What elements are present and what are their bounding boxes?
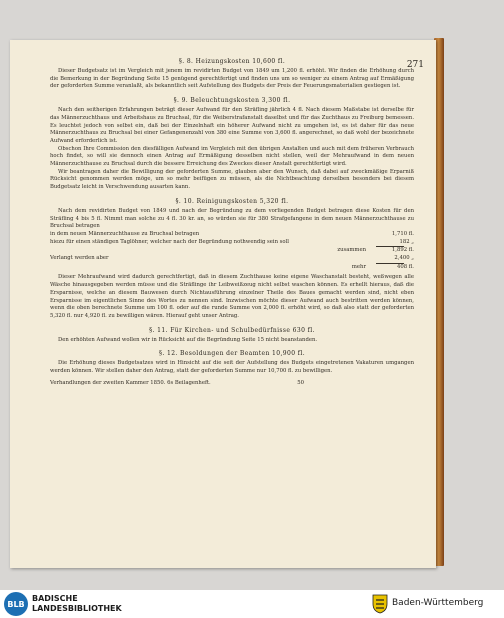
calc-diff-amount: 408 fl.: [396, 263, 414, 270]
calc-row: [50, 231, 414, 239]
paragraph: Dieser Budgetsatz ist im Vergleich mit jenem im revidirten Budget von 1849 um 1,200 fl. erhöht. Wir finden die Erhöhung durch die Bemerkung in der Begründung Seite 15 genügend gerechtfertigt und finden uns um so weniger zu einem Antrag auf Ermäßigung der geforderten Summe veranlaßt, als bekanntlich seit Aufstellung des Budgets der Preis der Feuerungsmaterialien gestiegen ist.: [50, 68, 414, 90]
footer-source: Verhandlungen der zweiten Kammer 1850. 6s Beilagenheft.: [50, 379, 211, 386]
calc-requested-label: Verlangt werden aber: [50, 255, 109, 262]
paragraph: Den erhöhten Aufwand wollen wir in Rücksicht auf die Begründung Seite 15 nicht beanstanden.: [58, 336, 318, 343]
document-page: [10, 40, 436, 568]
section-heading-11: §. 11. Für Kirchen- und Schulbedürfnisse 630 fl.: [149, 326, 315, 334]
section-heading-10: §. 10. Reinigungskosten 5,320 fl.: [175, 197, 289, 205]
section-heading-12: §. 12. Besoldungen der Beamten 10,900 fl.: [158, 350, 306, 358]
page-footer: [50, 380, 414, 386]
page-number: 271: [406, 60, 424, 70]
blb-name-line1: BADISCHE: [32, 594, 78, 603]
calc-diff-label: mehr: [351, 263, 366, 270]
branding-bar: [0, 590, 504, 618]
paragraph: Dieser Mehraufwand wird dadurch gerechtfertigt, daß in diesem Zuchthause keine eigene Waschanstalt besteht, weßwegen alle Wäsche hinausgegeben werden müsse und die Sträflinge ihr Leibweißzeug nicht selbst waschen können. Es erhellt hieraus, daß die Ersparnisse, welche an diesem Bauwesen durch Nichtausführung einzelner Theile des Baues gemacht werden sind, nicht eben Ersparnisse im eigentlichen Sinne des Wortes zu nennen sind. Inzwischen möchte dieser Aufwand auch bestritten werden können, wenn die oben berechnete Summe um 100 fl. oder auf die runde Summe von 2,000 fl. erhöht wird, so daß also statt der geforderten 5,320 fl. nur 4,920 fl. zu bewilligen wären. Hierauf geht unser Antrag.: [50, 274, 414, 319]
calc-row-amount: 1,710 fl.: [391, 230, 414, 237]
section-heading-8: §. 8. Heizungskosten 10,600 fl.: [178, 58, 286, 65]
calc-requested-amount: 2,400 „: [394, 255, 414, 262]
paragraph: Die Erhöhung dieses Budgetsatzes wird in Hinsicht auf die seit der Aufstellung des Budgets eingetretenen Vakaturen umgangen werden können. Wir stellen daher den Antrag, statt der geforderten Summe nur 10,700 fl. zu bewilligen.: [50, 360, 414, 375]
paragraph: Obschon Ihre Commission den diesfälligen Aufwand im Vergleich mit den übrigen Anstalten und auch mit dem früheren Verbrauch hoch findet, so will sie dennoch einen Antrag auf Ermäßigung desselben nicht stellen, weil der Mehraufwand in dem neuen Männerzuchthause zu Bruchsal durch die bessere Erreichung des Zweckes dieser Anstalt gerechtfertigt wird.: [50, 145, 414, 168]
calc-total-label: zusammen: [337, 247, 366, 254]
calc-total-amount: 1,892 fl.: [391, 247, 414, 254]
blb-name-line2: LANDESBIBLIOTHEK: [32, 604, 122, 613]
calc-diff-row: [50, 264, 414, 272]
calc-row-label: hiezu für einen ständigen Taglöhner, welcher nach der Begründung nothwendig sein soll: [50, 238, 289, 245]
section-heading-9: §. 9. Beleuchtungskosten 3,300 fl.: [173, 97, 291, 105]
blb-name[interactable]: [32, 594, 122, 614]
state-coat-of-arms-icon[interactable]: [372, 594, 388, 614]
calc-row: [50, 239, 414, 247]
calc-row-label: in dem neuen Männerzuchthause zu Bruchsal betragen: [50, 230, 200, 237]
paragraph: Nach dem revidirten Budget von 1849 und nach der Begründung zu dem vorliegenden Budget betragen diese Kosten für den Sträfling 4 bis 5 fl. Nimmt man solche zu 4 fl. 30 kr. an, so würden sie für 380 Strafgefangene in dem neuen Männerzuchthause zu Bruchsal betragen: [50, 207, 414, 230]
calc-requested-row: [50, 255, 414, 263]
paragraph: Nach den seitherigen Erfahrungen beträgt dieser Aufwand für den Sträfling jährlich 4 fl. Nach diesem Maßstabe ist derselbe für das Männerzuchthaus und Arbeitshaus zu Bruchsal, für die Weiberstrafanstalt daselbst und für das Zuchthaus zu Freiburg bemessen. Es leuchtet jedoch von selbst ein, daß bei der Einzelnhaft ein höherer Aufwand nicht zu umgehen ist, es ist daher für das neue Männerzuchthaus zu Bruchsal bei einer Gefangenenzahl von 380 eine Summe von 3,600 fl. angerechnet, so daß wohl der bezeichnete Aufwand erforderlich ist.: [50, 107, 414, 144]
paragraph: Wir beantragen daher die Bewilligung der geforderten Summe, glauben aber den Wunsch, daß dabei auf zweckmäßige Erparniß Rücksicht genommen werden möge, um so mehr beifügen zu müssen, als die Nichtbeachtung derselben besonders bei diesem Budgetsatz leicht in Verschwendung ausarten kann.: [50, 168, 414, 191]
calc-row-amount: 182 „: [399, 238, 414, 245]
footer-sheet-number: 50: [297, 379, 304, 386]
page-content: [50, 58, 414, 386]
calc-total-row: [50, 247, 414, 255]
bw-name[interactable]: Baden-Württemberg: [392, 598, 484, 608]
blb-logo-icon[interactable]: BLB: [4, 592, 28, 616]
